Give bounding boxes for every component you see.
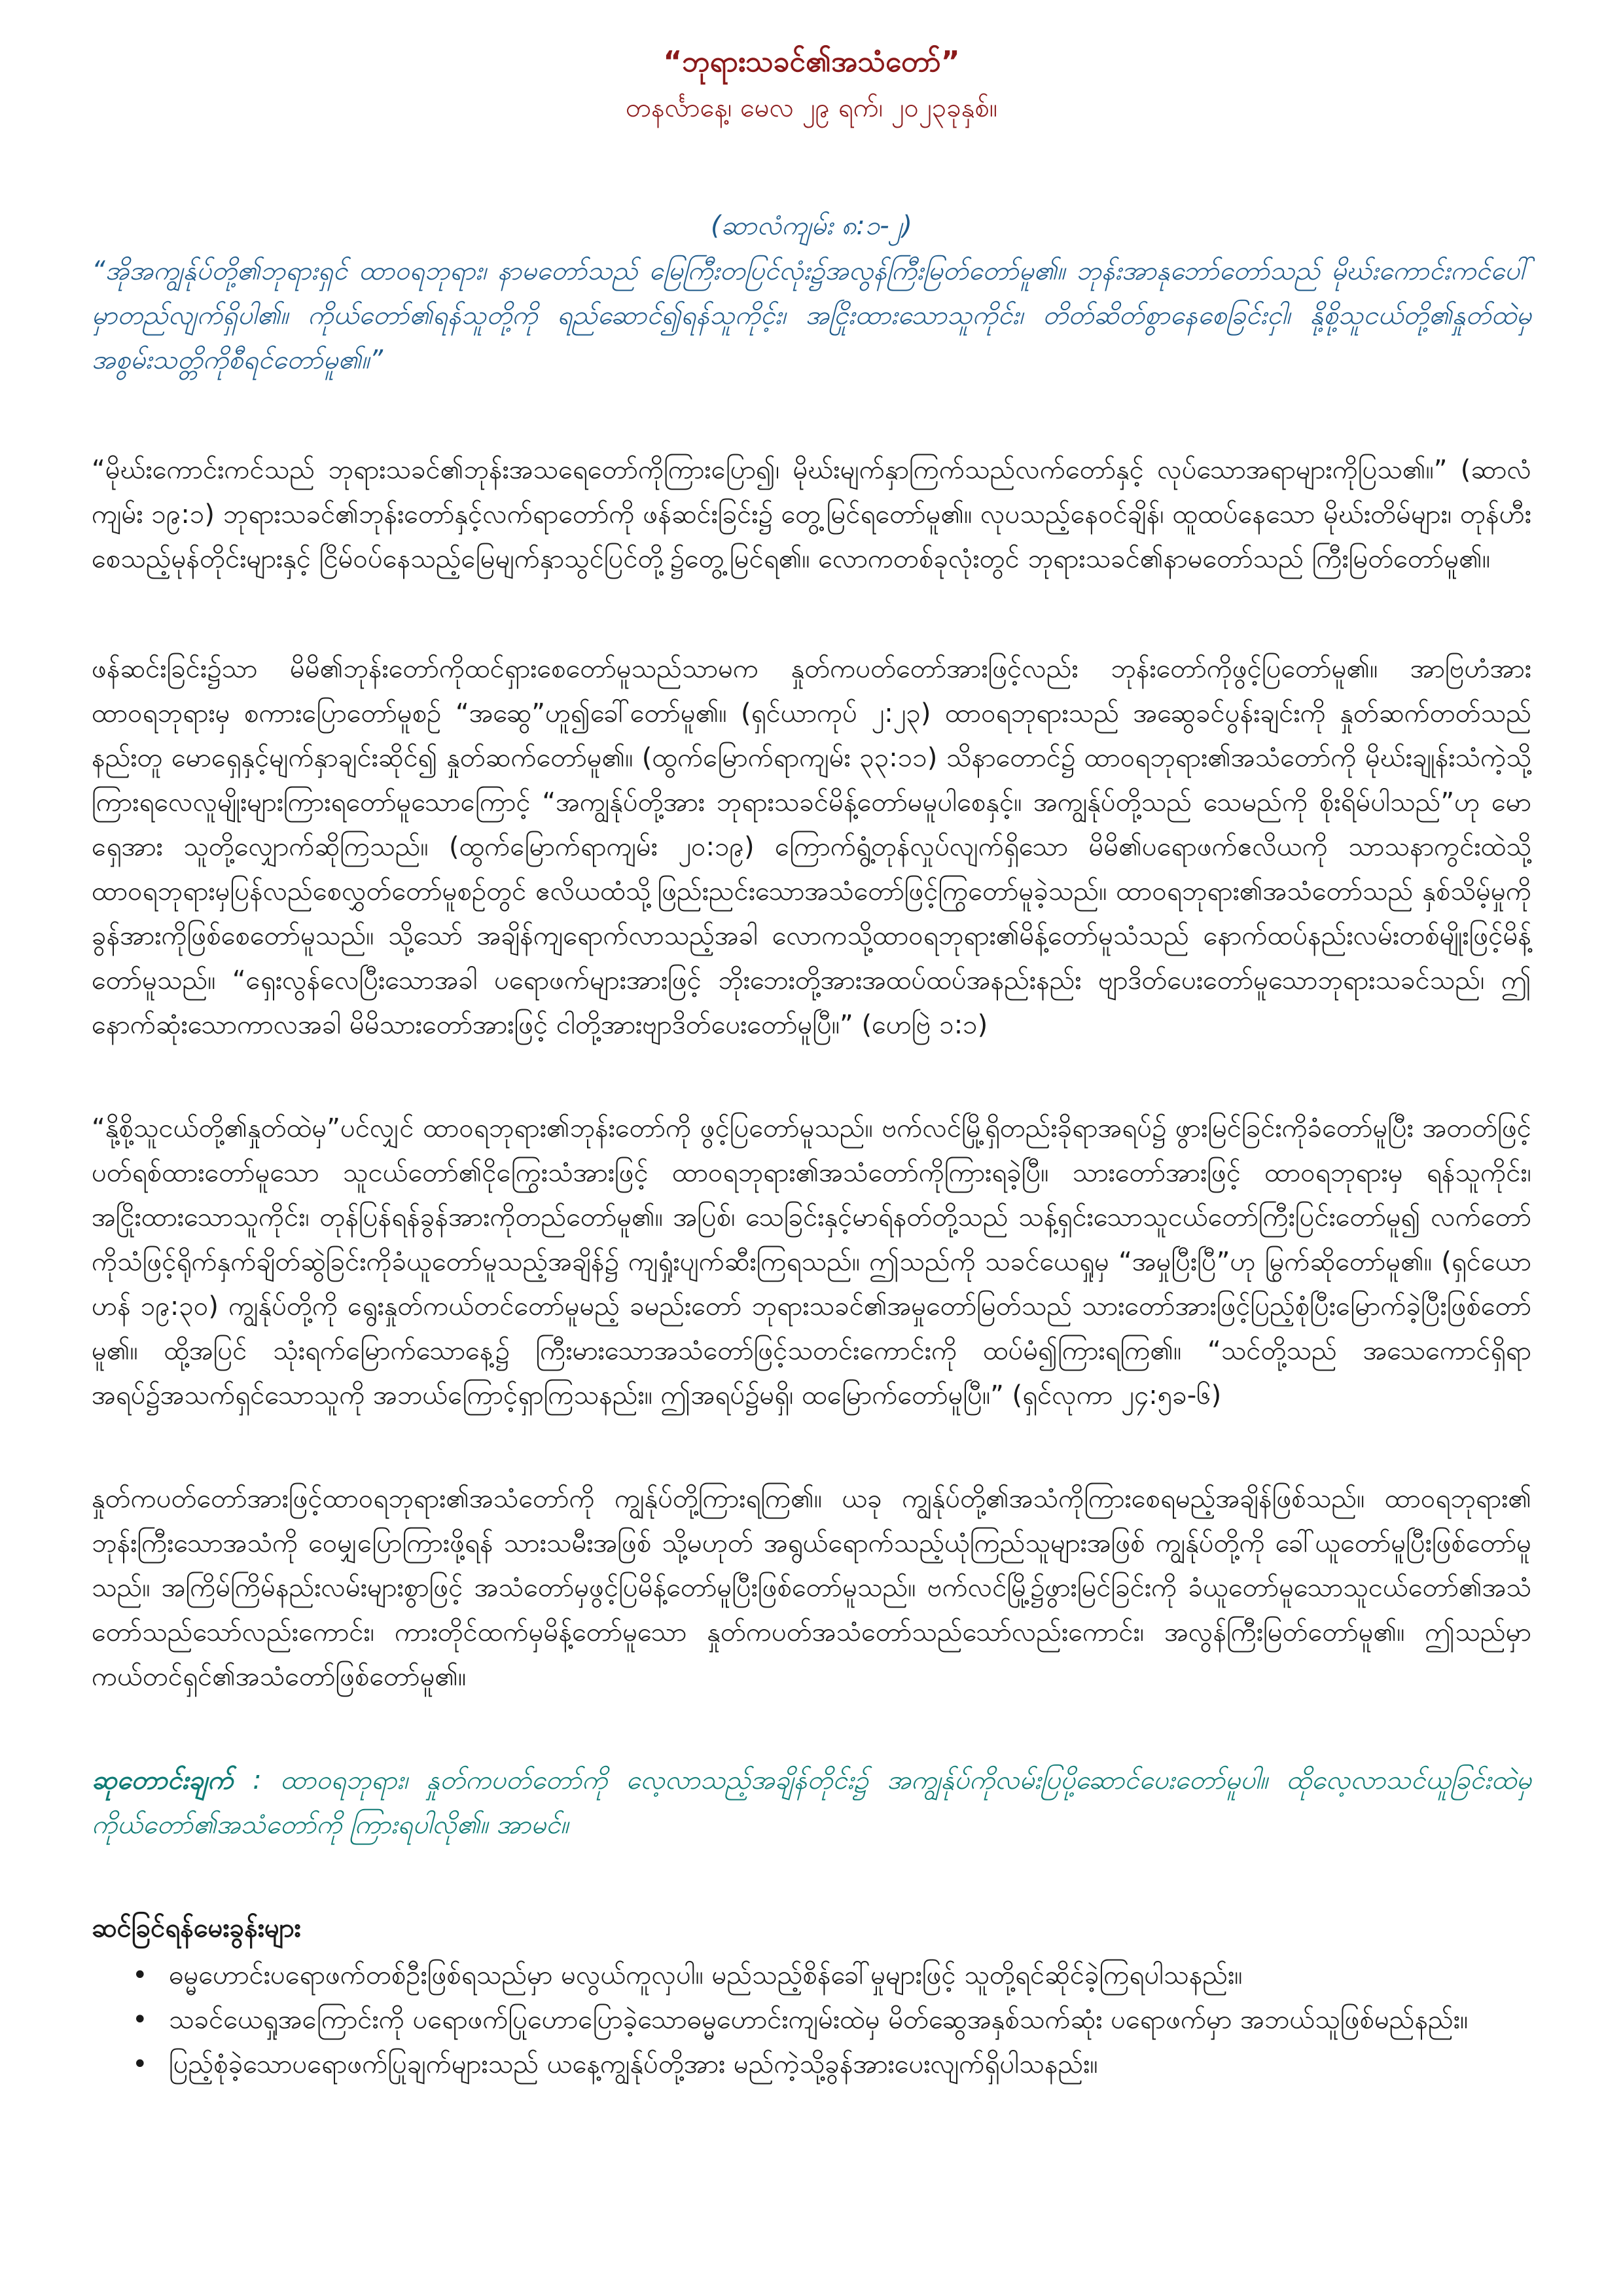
body-paragraph-4: နှုတ်ကပတ်တော်အားဖြင့်ထာဝရဘုရား၏အသံတော်ကို ကျွန်ုပ်တို့ကြားရကြ၏။ ယခု ကျွန်ုပ်တို့၏အသံကိုကြားစေရမည့်အချိန်ဖြစ်သည်။ ထာဝရဘုရား၏ ဘုန်းကြီးသောအသံကို ဝေမျှပြောကြားဖို့ရန် သားသမီးအဖြစ် သို့မဟုတ် အရွယ်ရောက်သည့်ယုံကြည်သူများအဖြစ် ကျွန်ုပ်တို့ကို ခေါ်ယူတော်မူပြီးဖြစ်တော်မူသည်။ အကြိမ်ကြိမ်နည်းလမ်းများစွာဖြင့် အသံတော်မှဖွင့်ပြမိန့်တော်မူပြီးဖြစ်တော်မူသည်။ ဗက်လင်မြို့၌ဖွားမြင်ခြင်းကို ခံယူတော်မူသောသူငယ်တော်၏အသံတော်သည်သော်လည်းကောင်း၊ ကားတိုင်ထက်မှမိန့်တော်မူသော နှုတ်ကပတ်အသံတော်သည်သော်လည်းကောင်း၊ အလွန်ကြီးမြတ်တော်မူ၏။ ဤသည်မှာ ကယ်တင်ရှင်၏အသံတော်ဖြစ်တော်မူ၏။ — [92, 1484, 1531, 1692]
prayer-text: : ထာဝရဘုရား၊ နှုတ်ကပတ်တော်ကို လေ့လာသည့်အချိန်တိုင်း၌ အကျွန်ုပ်ကိုလမ်းပြပို့ဆောင်ပေးတော်မူပါ။ ထိုလေ့လာသင်ယူခြင်းထဲမှ ကိုယ်တော်၏အသံတော်ကို ကြားရပါလို၏။ အာမင်။ — [92, 1765, 1531, 1840]
question-text: ပြည့်စုံခဲ့သောပရောဖက်ပြုချက်များသည် ယနေ့ကျွန်ုပ်တို့အား မည်ကဲ့သို့ခွန်အားပေးလျက်ရှိပါသနည်း။ — [169, 2049, 1098, 2079]
prayer-label: ဆုတောင်းချက် — [92, 1765, 234, 1795]
list-item — [132, 2042, 1531, 2087]
questions-list — [92, 1953, 1531, 2087]
questions-heading: ဆင်ခြင်ရန်မေးခွန်းများ — [92, 1913, 301, 1943]
page-title: “ဘုရားသခင်၏အသံတော်” — [663, 45, 960, 79]
prayer-block — [92, 1758, 1531, 1847]
date-line: တနင်္လာနေ့၊ မေလ ၂၉ ရက်၊ ၂၀၂၃ခုနှစ်။ — [626, 93, 997, 123]
list-item — [132, 1953, 1531, 1998]
spacer — [92, 1847, 1531, 1906]
spacer — [92, 1047, 1531, 1106]
verse-reference: (ဆာလံကျမ်း ၈:၁-၂) — [711, 211, 912, 241]
spacer — [92, 1418, 1531, 1477]
question-text: သခင်ယေရှုအကြောင်းကို ပရောဖက်ပြုဟောပြောခဲ့သောဓမ္မဟောင်းကျမ်းထဲမှ မိတ်ဆွေအနှစ်သက်ဆုံး ပရောဖက်မှာ အဘယ်သူဖြစ်မည်နည်း။ — [169, 2005, 1469, 2035]
spacer — [92, 581, 1531, 647]
body-paragraph-1: “မိုဃ်းကောင်းကင်သည် ဘုရားသခင်၏ဘုန်းအသရေတော်ကိုကြားပြော၍၊ မိုဃ်းမျက်နှာကြက်သည်လက်တော်နှင့် လုပ်သောအရာများကိုပြသ၏။” (ဆာလံကျမ်း ၁၉:၁) ဘုရားသခင်၏ဘုန်းတော်နှင့်လက်ရာတော်ကို ဖန်ဆင်းခြင်း၌ တွေ့မြင်ရတော်မူ၏။ လုပသည့်နေဝင်ချိန်၊ ထူထပ်နေသော မိုဃ်းတိမ်များ၊ တုန်ဟီးစေသည့်မုန်တိုင်းများနှင့် ငြိမ်ဝပ်နေသည့်မြေမျက်နှာသွင်ပြင်တို့၌တွေ့မြင်ရ၏။ လောကတစ်ခုလုံးတွင် ဘုရားသခင်၏နာမတော်သည် ကြီးမြတ်တော်မူ၏။ — [92, 455, 1531, 574]
bullet-icon: • — [132, 2005, 148, 2035]
bullet-icon: • — [132, 2049, 148, 2079]
spacer — [92, 1699, 1531, 1758]
list-item — [132, 1998, 1531, 2042]
spacer — [92, 382, 1531, 448]
body-paragraph-3: “နို့စို့သူငယ်တို့၏နှုတ်ထဲမှ”ပင်လျှင် ထာဝရဘုရား၏ဘုန်းတော်ကို ဖွင့်ပြတော်မူသည်။ ဗက်လင်မြို့ရှိတည်းခိုရာအရပ်၌ ဖွားမြင်ခြင်းကိုခံတော်မူပြီး အတတ်ဖြင့်ပတ်ရစ်ထားတော်မူသော သူငယ်တော်၏ငိုကြွေးသံအားဖြင့် ထာဝရဘုရား၏အသံတော်ကိုကြားရခဲ့ပြီ။ သားတော်အားဖြင့် ထာဝရဘုရားမှ ရန်သူကိုင်း၊ အငြိုးထားသောသူကိုင်း၊ တုန်ပြန်ရန်ခွန်အားကိုတည်တော်မူ၏။ အပြစ်၊ သေခြင်းနှင့်မာရ်နတ်တို့သည် သန့်ရှင်းသောသူငယ်တော်ကြီးပြင်းတော်မူ၍ လက်တော်ကိုသံဖြင့်ရိုက်နှက်ချိတ်ဆွဲခြင်းကိုခံယူတော်မူသည့်အချိန်၌ ကျရှုံးပျက်ဆီးကြရသည်။ ဤသည်ကို သခင်ယေရှုမှ “အမှုပြီးပြီ”ဟု မြွက်ဆိုတော်မူ၏။ (ရှင်ယောဟန် ၁၉:၃၀) ကျွန်ုပ်တို့ကို ရွေးနှုတ်ကယ်တင်တော်မူမည့် ခမည်းတော် ဘုရားသခင်၏အမှုတော်မြတ်သည် သားတော်အားဖြင့်ပြည့်စုံပြီးမြောက်ခဲ့ပြီးဖြစ်တော်မူ၏။ ထို့အပြင် သုံးရက်မြောက်သောနေ့၌ ကြီးမားသောအသံတော်ဖြင့်သတင်းကောင်းကို ထပ်မံ၍ကြားရကြ၏။ “သင်တို့သည် အသေကောင်ရှိရာအရပ်၌အသက်ရှင်သောသူကို အဘယ်ကြောင့်ရှာကြသနည်း။ ဤအရပ်၌မရှိ၊ ထမြောက်တော်မူပြီ။” (ရှင်လုကာ ၂၄:၅ခ-၆) — [92, 1113, 1531, 1410]
question-text: ဓမ္မဟောင်းပရောဖက်တစ်ဦးဖြစ်ရသည်မှာ မလွယ်ကူလှပါ။ မည်သည့်စိန်ခေါ်မှုများဖြင့် သူတို့ရင်ဆိုင်ခဲ့ကြရပါသနည်း။ — [169, 1960, 1243, 1990]
bullet-icon: • — [132, 1960, 148, 1990]
verse-text: “အိုအကျွန်ုပ်တို့၏ဘုရားရှင် ထာဝရဘုရား၊ နာမတော်သည် မြေကြီးတပြင်လုံး၌အလွန်ကြီးမြတ်တော်မူ၏။ ဘုန်းအာနုဘော်တော်သည် မိုဃ်းကောင်းကင်ပေါ်မှာတည်လျက်ရှိပါ၏။ ကိုယ်တော်၏ရန်သူတို့ကို ရည်ဆောင်၍ရန်သူကိုင့်း၊ အငြိုးထားသောသူကိုင်း၊ တိတ်ဆိတ်စွာနေစေခြင်းငှါ၊ နို့စို့သူငယ်တို့၏နှုတ်ထဲမှ အစွမ်းသတ္တိကိုစီရင်တော်မူ၏။” — [92, 256, 1531, 375]
devotional-page — [92, 26, 1531, 2087]
body-paragraph-2: ဖန်ဆင်းခြင်း၌သာ မိမိ၏ဘုန်းတော်ကိုထင်ရှားစေတော်မူသည်သာမက နှုတ်ကပတ်တော်အားဖြင့်လည်း ဘုန်းတော်ကိုဖွင့်ပြတော်မူ၏။ အာဗြဟံအား ထာဝရဘုရားမှ စကားပြောတော်မူစဉ် “အဆွေ”ဟူ၍ခေါ်တော်မူ၏။ (ရှင်ယာကုပ် ၂:၂၃) ထာဝရဘုရားသည် အဆွေခင်ပွန်းချင်းကို နှုတ်ဆက်တတ်သည်နည်းတူ မောရှေနှင့်မျက်နှာချင်းဆိုင်၍ နှုတ်ဆက်တော်မူ၏။ (ထွက်မြောက်ရာကျမ်း ၃၃:၁၁) သိနာတောင်၌ ထာဝရဘုရား၏အသံတော်ကို မိုဃ်းချုန်းသံကဲ့သို့ ကြားရလေလူမျိုးများကြားရတော်မူသောကြောင့် “အကျွန်ုပ်တို့အား ဘုရားသခင်မိန့်တော်မမူပါစေနှင့်။ အကျွန်ုပ်တို့သည် သေမည်ကို စိုးရိမ်ပါသည်”ဟု မောရှေအား သူတို့လျှောက်ဆိုကြသည်။ (ထွက်မြောက်ရာကျမ်း ၂၀:၁၉) ကြောက်ရွံ့တုန်လှုပ်လျက်ရှိသော မိမိ၏ပရောဖက်ဧလိယကို သာသနာကွင်းထဲသို့ ထာဝရဘုရားမှပြန်လည်စေလွှတ်တော်မူစဉ်တွင် ဧလိယထံသို့ဖြည်းညင်းသောအသံတော်ဖြင့်ကြွတော်မူခဲ့သည်။ ထာဝရဘုရား၏အသံတော်သည် နှစ်သိမ့်မှုကိုခွန်အားကိုဖြစ်စေတော်မူသည်။ သို့သော် အချိန်ကျရောက်လာသည့်အခါ လောကသို့ထာဝရဘုရား၏မိန့်တော်မူသံသည် နောက်ထပ်နည်းလမ်းတစ်မျိုးဖြင့်မိန့်တော်မူသည်။ “ရှေးလွန်လေပြီးသောအခါ ပရောဖက်များအားဖြင့် ဘိုးဘေးတို့အားအထပ်ထပ်အနည်းနည်း ဗျာဒိတ်ပေးတော်မူသောဘုရားသခင်သည်၊ ဤနောက်ဆုံးသောကာလအခါ မိမိသားတော်အားဖြင့် ငါတို့အားဗျာဒိတ်ပေးတော်မူပြီ။” (ဟေဗြဲ ၁:၁) — [92, 654, 1531, 1040]
